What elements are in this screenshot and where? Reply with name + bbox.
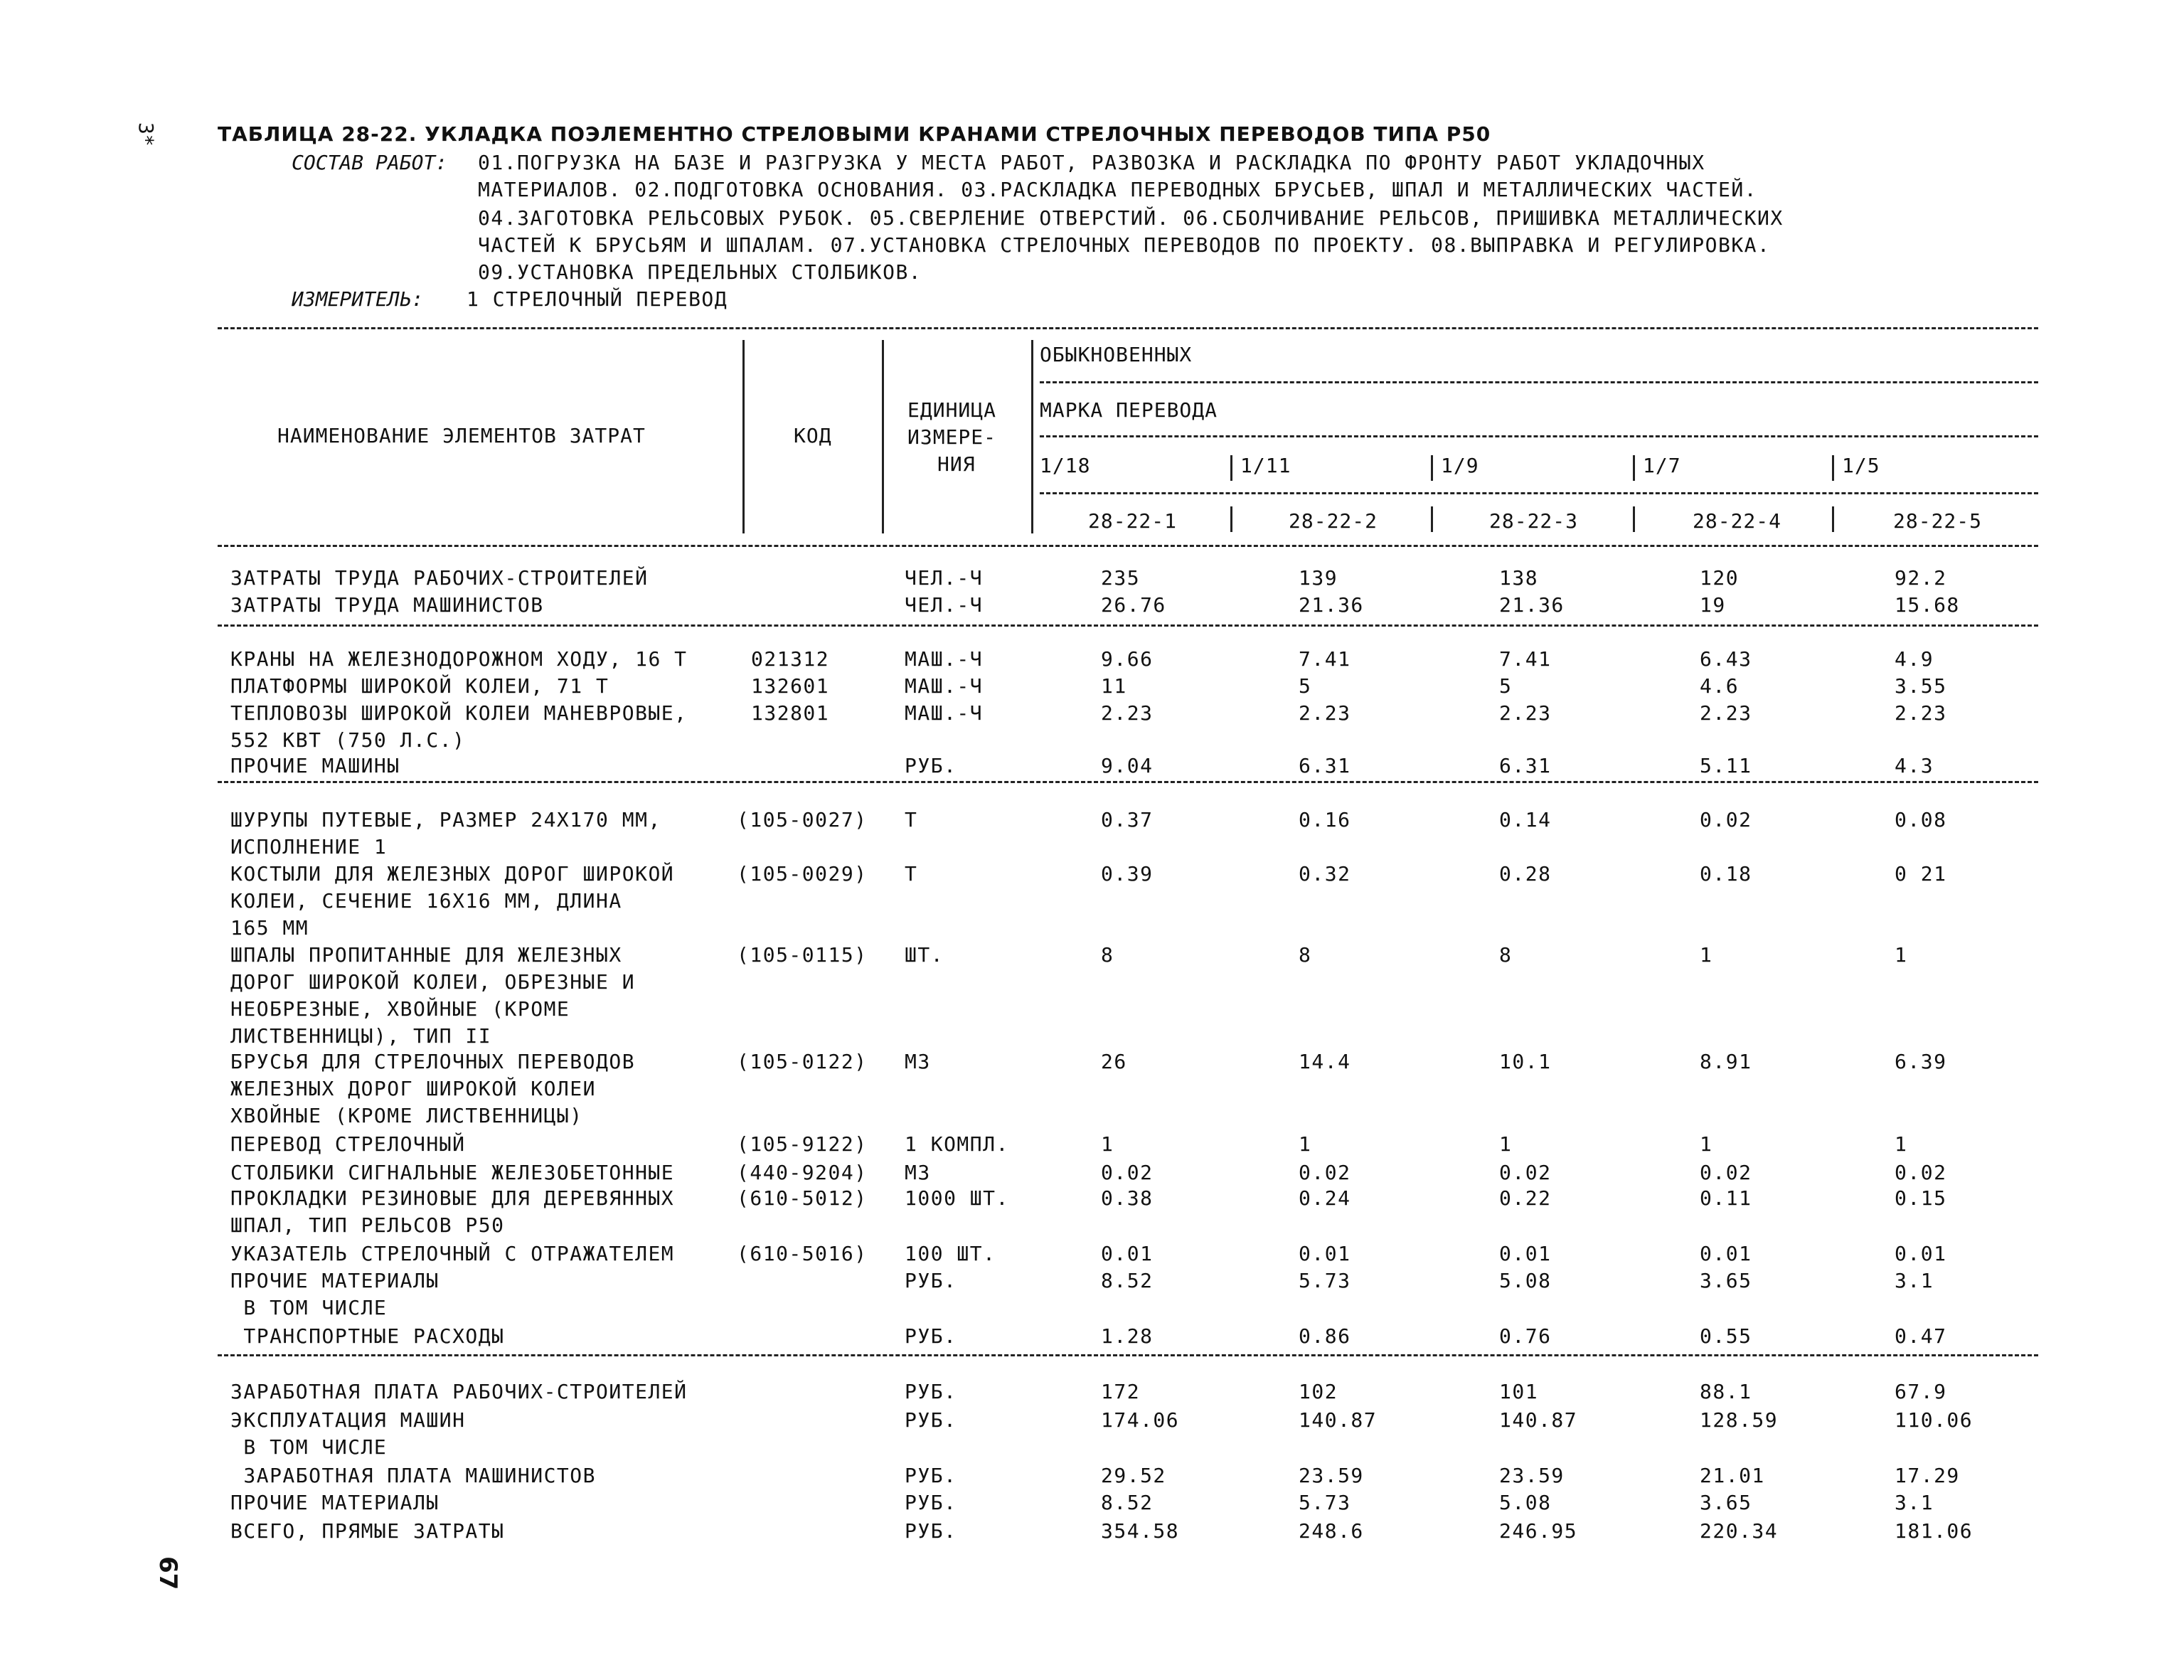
row-unit: РУБ. [905, 1408, 957, 1432]
row-name: ИСПОЛНЕНИЕ 1 [230, 835, 388, 858]
row-unit: РУБ. [905, 1519, 957, 1543]
row-value: 0.08 [1895, 808, 1947, 831]
header-mark: МАРКА ПЕРЕВОДА [1040, 398, 1218, 422]
row-value: 7.41 [1299, 647, 1351, 671]
section-rule [218, 781, 2038, 783]
row-value: 5.08 [1499, 1491, 1552, 1514]
column-divider [1230, 506, 1232, 532]
row-value: 5 [1299, 674, 1312, 698]
row-value: 0.16 [1299, 808, 1351, 831]
row-name: КОЛЕИ, СЕЧЕНИЕ 16Х16 ММ, ДЛИНА [230, 889, 622, 913]
row-name: ПЕРЕВОД СТРЕЛОЧНЫЙ [230, 1132, 466, 1156]
row-unit: 1 КОМПЛ. [905, 1132, 1009, 1156]
row-value: 92.2 [1895, 566, 1947, 590]
header-rule [1040, 381, 2038, 383]
row-value: 5.73 [1299, 1269, 1351, 1292]
row-value: 10.1 [1499, 1050, 1552, 1073]
row-code: 021312 [751, 647, 830, 671]
row-code: (440-9204) [737, 1161, 868, 1184]
header-name-col: НАИМЕНОВАНИЕ ЭЛЕМЕНТОВ ЗАТРАТ [277, 424, 646, 447]
row-value: 2.23 [1895, 701, 1947, 725]
row-value: 8.52 [1101, 1269, 1154, 1292]
row-name: ЛИСТВЕННИЦЫ), ТИП II [230, 1024, 492, 1048]
row-value: 0.01 [1895, 1242, 1947, 1265]
row-value: 120 [1700, 566, 1740, 590]
row-code: 132601 [751, 674, 830, 698]
header-mark-value: 1/11 [1240, 454, 1291, 477]
row-unit: РУБ. [905, 1380, 957, 1403]
composition-label: СОСТАВ РАБОТ: [292, 151, 448, 174]
column-divider [1832, 506, 1834, 532]
row-value: 102 [1299, 1380, 1338, 1403]
row-name: КОСТЫЛИ ДЛЯ ЖЕЛЕЗНЫХ ДОРОГ ШИРОКОЙ [230, 862, 675, 886]
table-title: ТАБЛИЦА 28-22. УКЛАДКА ПОЭЛЕМЕНТНО СТРЕЛОВЫМИ КРАНАМИ СТРЕЛОЧНЫХ ПЕРЕВОДОВ ТИПА Р50 [218, 122, 1491, 146]
row-value: 0.39 [1101, 862, 1154, 886]
row-value: 0.76 [1499, 1324, 1552, 1348]
row-unit: РУБ. [905, 1491, 957, 1514]
row-value: 1 [1700, 943, 1713, 967]
row-value: 140.87 [1299, 1408, 1378, 1432]
row-unit: Т [905, 808, 918, 831]
row-value: 0.24 [1299, 1186, 1351, 1210]
row-value: 8 [1299, 943, 1312, 967]
row-value: 1 [1101, 1132, 1114, 1156]
row-value: 17.29 [1895, 1464, 1960, 1487]
row-name: ЭКСПЛУАТАЦИЯ МАШИН [230, 1408, 466, 1432]
row-value: 0.02 [1895, 1161, 1947, 1184]
row-value: 23.59 [1299, 1464, 1364, 1487]
row-name: ШУРУПЫ ПУТЕВЫЕ, РАЗМЕР 24Х170 ММ, [230, 808, 661, 831]
row-value: 246.95 [1499, 1519, 1578, 1543]
row-unit: М3 [905, 1050, 931, 1073]
row-value: 4.9 [1895, 647, 1934, 671]
header-unit-col: ИЗМЕРЕ- [907, 425, 997, 449]
row-value: 6.39 [1895, 1050, 1947, 1073]
row-value: 3.65 [1700, 1491, 1752, 1514]
row-value: 8 [1499, 943, 1513, 967]
row-value: 5.73 [1299, 1491, 1351, 1514]
row-name: ЖЕЛЕЗНЫХ ДОРОГ ШИРОКОЙ КОЛЕИ [230, 1077, 597, 1100]
row-code: (105-0115) [737, 943, 868, 967]
row-value: 0.55 [1700, 1324, 1752, 1348]
row-value: 110.06 [1895, 1408, 1973, 1432]
row-value: 4.6 [1700, 674, 1740, 698]
row-value: 5.11 [1700, 754, 1752, 777]
row-value: 174.06 [1101, 1408, 1180, 1432]
row-value: 138 [1499, 566, 1539, 590]
row-name: ХВОЙНЫЕ (КРОМЕ ЛИСТВЕННИЦЫ) [230, 1104, 583, 1127]
row-value: 139 [1299, 566, 1338, 590]
row-value: 19 [1700, 593, 1726, 617]
row-value: 23.59 [1499, 1464, 1565, 1487]
row-unit: РУБ. [905, 754, 957, 777]
header-bottom-rule [218, 545, 2038, 547]
row-name: ПЛАТФОРМЫ ШИРОКОЙ КОЛЕИ, 71 Т [230, 674, 609, 698]
row-value: 67.9 [1895, 1380, 1947, 1403]
column-divider [1431, 455, 1433, 481]
row-unit: М3 [905, 1161, 931, 1184]
row-unit: 1000 ШТ. [905, 1186, 1009, 1210]
row-name: УКАЗАТЕЛЬ СТРЕЛОЧНЫЙ С ОТРАЖАТЕЛЕМ [230, 1242, 675, 1265]
row-value: 0.28 [1499, 862, 1552, 886]
row-name: ДОРОГ ШИРОКОЙ КОЛЕИ, ОБРЕЗНЫЕ И [230, 970, 636, 994]
row-value: 0.01 [1299, 1242, 1351, 1265]
row-value: 1 [1700, 1132, 1713, 1156]
row-unit: ШТ. [905, 943, 944, 967]
row-value: 7.41 [1499, 647, 1552, 671]
row-value: 0.37 [1101, 808, 1154, 831]
row-name: ЗАТРАТЫ ТРУДА РАБОЧИХ-СТРОИТЕЛЕЙ [230, 566, 649, 590]
row-value: 181.06 [1895, 1519, 1973, 1543]
row-code: (610-5016) [737, 1242, 868, 1265]
row-value: 0.47 [1895, 1324, 1947, 1348]
header-rule [1040, 492, 2038, 494]
row-value: 1 [1299, 1132, 1312, 1156]
row-name: ЗАТРАТЫ ТРУДА МАШИНИСТОВ [230, 593, 544, 617]
row-value: 21.36 [1499, 593, 1565, 617]
row-name: В ТОМ ЧИСЛЕ [230, 1435, 388, 1459]
row-value: 4.3 [1895, 754, 1934, 777]
section-rule [218, 624, 2038, 627]
row-code: (105-9122) [737, 1132, 868, 1156]
row-unit: РУБ. [905, 1269, 957, 1292]
composition-line: 01.ПОГРУЗКА НА БАЗЕ И РАЗГРУЗКА У МЕСТА РАБОТ, РАЗВОЗКА И РАСКЛАДКА ПО ФРОНТУ РАБОТ УКЛАДОЧНЫХ [478, 151, 1705, 174]
composition-line: 04.ЗАГОТОВКА РЕЛЬСОВЫХ РУБОК. 05.СВЕРЛЕНИЕ ОТВЕРСТИЙ. 06.СБОЛЧИВАНИЕ РЕЛЬСОВ, ПРИШИВКА МЕТАЛЛИЧЕСКИХ [478, 206, 1784, 230]
row-code: (105-0027) [737, 808, 868, 831]
column-divider [1431, 506, 1433, 532]
row-value: 2.23 [1299, 701, 1351, 725]
header-mark-value: 1/9 [1441, 454, 1479, 477]
row-value: 9.66 [1101, 647, 1154, 671]
row-value: 29.52 [1101, 1464, 1166, 1487]
column-divider [1230, 455, 1232, 481]
column-divider [1633, 506, 1635, 532]
row-unit: МАШ.-Ч [905, 701, 984, 725]
row-value: 1.28 [1101, 1324, 1154, 1348]
row-name: БРУСЬЯ ДЛЯ СТРЕЛОЧНЫХ ПЕРЕВОДОВ [230, 1050, 636, 1073]
row-value: 3.65 [1700, 1269, 1752, 1292]
row-value: 0.02 [1299, 1161, 1351, 1184]
header-rule [1040, 435, 2038, 437]
row-name: СТОЛБИКИ СИГНАЛЬНЫЕ ЖЕЛЕЗОБЕТОННЫЕ [230, 1161, 675, 1184]
margin-mark: 3* [134, 122, 158, 147]
header-mark-value: 1/5 [1842, 454, 1880, 477]
row-name: НЕОБРЕЗНЫЕ, ХВОЙНЫЕ (КРОМЕ [230, 997, 570, 1021]
row-name: ПРОКЛАДКИ РЕЗИНОВЫЕ ДЛЯ ДЕРЕВЯННЫХ [230, 1186, 675, 1210]
row-value: 0.15 [1895, 1186, 1947, 1210]
header-code-value: 28-22-4 [1693, 509, 1782, 533]
row-name: ПРОЧИЕ МАТЕРИАЛЫ [230, 1491, 440, 1514]
row-value: 14.4 [1299, 1050, 1351, 1073]
row-value: 8.52 [1101, 1491, 1154, 1514]
row-value: 220.34 [1700, 1519, 1779, 1543]
page-number: 67 [154, 1556, 182, 1590]
header-unit-col: НИЯ [937, 452, 976, 476]
row-value: 6.31 [1299, 754, 1351, 777]
row-name: ПРОЧИЕ МАШИНЫ [230, 754, 400, 777]
row-value: 0.01 [1700, 1242, 1752, 1265]
row-value: 6.43 [1700, 647, 1752, 671]
column-divider [742, 340, 745, 533]
meter-label: ИЗМЕРИТЕЛЬ: [292, 287, 424, 311]
row-value: 0.01 [1499, 1242, 1552, 1265]
row-value: 128.59 [1700, 1408, 1779, 1432]
row-unit: МАШ.-Ч [905, 674, 984, 698]
row-name: ЗАРАБОТНАЯ ПЛАТА МАШИНИСТОВ [230, 1464, 597, 1487]
row-value: 11 [1101, 674, 1127, 698]
row-value: 3.1 [1895, 1491, 1934, 1514]
row-value: 6.31 [1499, 754, 1552, 777]
row-value: 0.86 [1299, 1324, 1351, 1348]
row-value: 0.02 [1700, 808, 1752, 831]
composition-line: ЧАСТЕЙ К БРУСЬЯМ И ШПАЛАМ. 07.УСТАНОВКА СТРЕЛОЧНЫХ ПЕРЕВОДОВ ПО ПРОЕКТУ. 08.ВЫПРАВКА И РЕГУЛИРОВКА. [478, 233, 1771, 257]
row-value: 1 [1499, 1132, 1513, 1156]
row-value: 0 21 [1895, 862, 1947, 886]
row-value: 5 [1499, 674, 1513, 698]
row-code: (105-0029) [737, 862, 868, 886]
row-value: 0.14 [1499, 808, 1552, 831]
row-code: (610-5012) [737, 1186, 868, 1210]
row-value: 2.23 [1499, 701, 1552, 725]
composition-line: МАТЕРИАЛОВ. 02.ПОДГОТОВКА ОСНОВАНИЯ. 03.РАСКЛАДКА ПЕРЕВОДНЫХ БРУСЬЕВ, ШПАЛ И МЕТАЛЛИЧЕСКИХ ЧАСТЕЙ. [478, 178, 1758, 201]
row-name: ВСЕГО, ПРЯМЫЕ ЗАТРАТЫ [230, 1519, 505, 1543]
row-value: 172 [1101, 1380, 1141, 1403]
row-value: 5.08 [1499, 1269, 1552, 1292]
row-value: 2.23 [1700, 701, 1752, 725]
row-value: 8 [1101, 943, 1114, 967]
row-value: 2.23 [1101, 701, 1154, 725]
header-code-value: 28-22-5 [1893, 509, 1983, 533]
row-value: 354.58 [1101, 1519, 1180, 1543]
row-value: 15.68 [1895, 593, 1960, 617]
section-rule [218, 1354, 2038, 1356]
row-name: КРАНЫ НА ЖЕЛЕЗНОДОРОЖНОМ ХОДУ, 16 Т [230, 647, 688, 671]
row-name: В ТОМ ЧИСЛЕ [230, 1296, 388, 1319]
row-unit: ЧЕЛ.-Ч [905, 593, 984, 617]
row-name: 165 ММ [230, 916, 309, 940]
column-divider [1832, 455, 1834, 481]
meter-value: 1 СТРЕЛОЧНЫЙ ПЕРЕВОД [467, 287, 728, 311]
header-code-value: 28-22-1 [1088, 509, 1178, 533]
header-mark-value: 1/18 [1040, 454, 1091, 477]
row-value: 0.02 [1101, 1161, 1154, 1184]
row-unit: 100 ШТ. [905, 1242, 996, 1265]
row-value: 0.02 [1700, 1161, 1752, 1184]
header-unit-col: ЕДИНИЦА [907, 398, 997, 422]
row-value: 0.18 [1700, 862, 1752, 886]
row-value: 0.01 [1101, 1242, 1154, 1265]
row-unit: РУБ. [905, 1464, 957, 1487]
column-divider [1633, 455, 1635, 481]
row-value: 0.02 [1499, 1161, 1552, 1184]
row-unit: РУБ. [905, 1324, 957, 1348]
row-value: 88.1 [1700, 1380, 1752, 1403]
row-value: 140.87 [1499, 1408, 1578, 1432]
row-name: ШПАЛ, ТИП РЕЛЬСОВ Р50 [230, 1213, 505, 1237]
row-value: 26.76 [1101, 593, 1166, 617]
row-value: 0.32 [1299, 862, 1351, 886]
row-value: 8.91 [1700, 1050, 1752, 1073]
composition-line: 09.УСТАНОВКА ПРЕДЕЛЬНЫХ СТОЛБИКОВ. [478, 260, 922, 284]
row-value: 0.38 [1101, 1186, 1154, 1210]
header-top-rule [218, 327, 2038, 329]
row-value: 21.36 [1299, 593, 1364, 617]
row-value: 248.6 [1299, 1519, 1364, 1543]
row-value: 0.11 [1700, 1186, 1752, 1210]
row-name: ЗАРАБОТНАЯ ПЛАТА РАБОЧИХ-СТРОИТЕЛЕЙ [230, 1380, 688, 1403]
row-unit: Т [905, 862, 918, 886]
row-name: ПРОЧИЕ МАТЕРИАЛЫ [230, 1269, 440, 1292]
row-value: 0.22 [1499, 1186, 1552, 1210]
row-name: ШПАЛЫ ПРОПИТАННЫЕ ДЛЯ ЖЕЛЕЗНЫХ [230, 943, 622, 967]
row-value: 26 [1101, 1050, 1127, 1073]
row-value: 3.55 [1895, 674, 1947, 698]
row-value: 9.04 [1101, 754, 1154, 777]
header-mark-value: 1/7 [1643, 454, 1681, 477]
row-code: (105-0122) [737, 1050, 868, 1073]
row-name: ТРАНСПОРТНЫЕ РАСХОДЫ [230, 1324, 505, 1348]
row-unit: МАШ.-Ч [905, 647, 984, 671]
row-value: 101 [1499, 1380, 1539, 1403]
row-value: 1 [1895, 1132, 1908, 1156]
row-value: 21.01 [1700, 1464, 1765, 1487]
header-group: ОБЫКНОВЕННЫХ [1040, 343, 1193, 366]
row-name: ТЕПЛОВОЗЫ ШИРОКОЙ КОЛЕИ МАНЕВРОВЫЕ, [230, 701, 688, 725]
row-code: 132801 [751, 701, 830, 725]
row-name: 552 КВТ (750 Л.С.) [230, 728, 466, 752]
row-value: 235 [1101, 566, 1141, 590]
row-value: 3.1 [1895, 1269, 1934, 1292]
row-unit: ЧЕЛ.-Ч [905, 566, 984, 590]
column-divider [1031, 340, 1033, 533]
header-code-value: 28-22-2 [1289, 509, 1378, 533]
header-code-value: 28-22-3 [1489, 509, 1579, 533]
column-divider [882, 340, 884, 533]
header-code-col: КОД [794, 424, 832, 447]
row-value: 1 [1895, 943, 1908, 967]
